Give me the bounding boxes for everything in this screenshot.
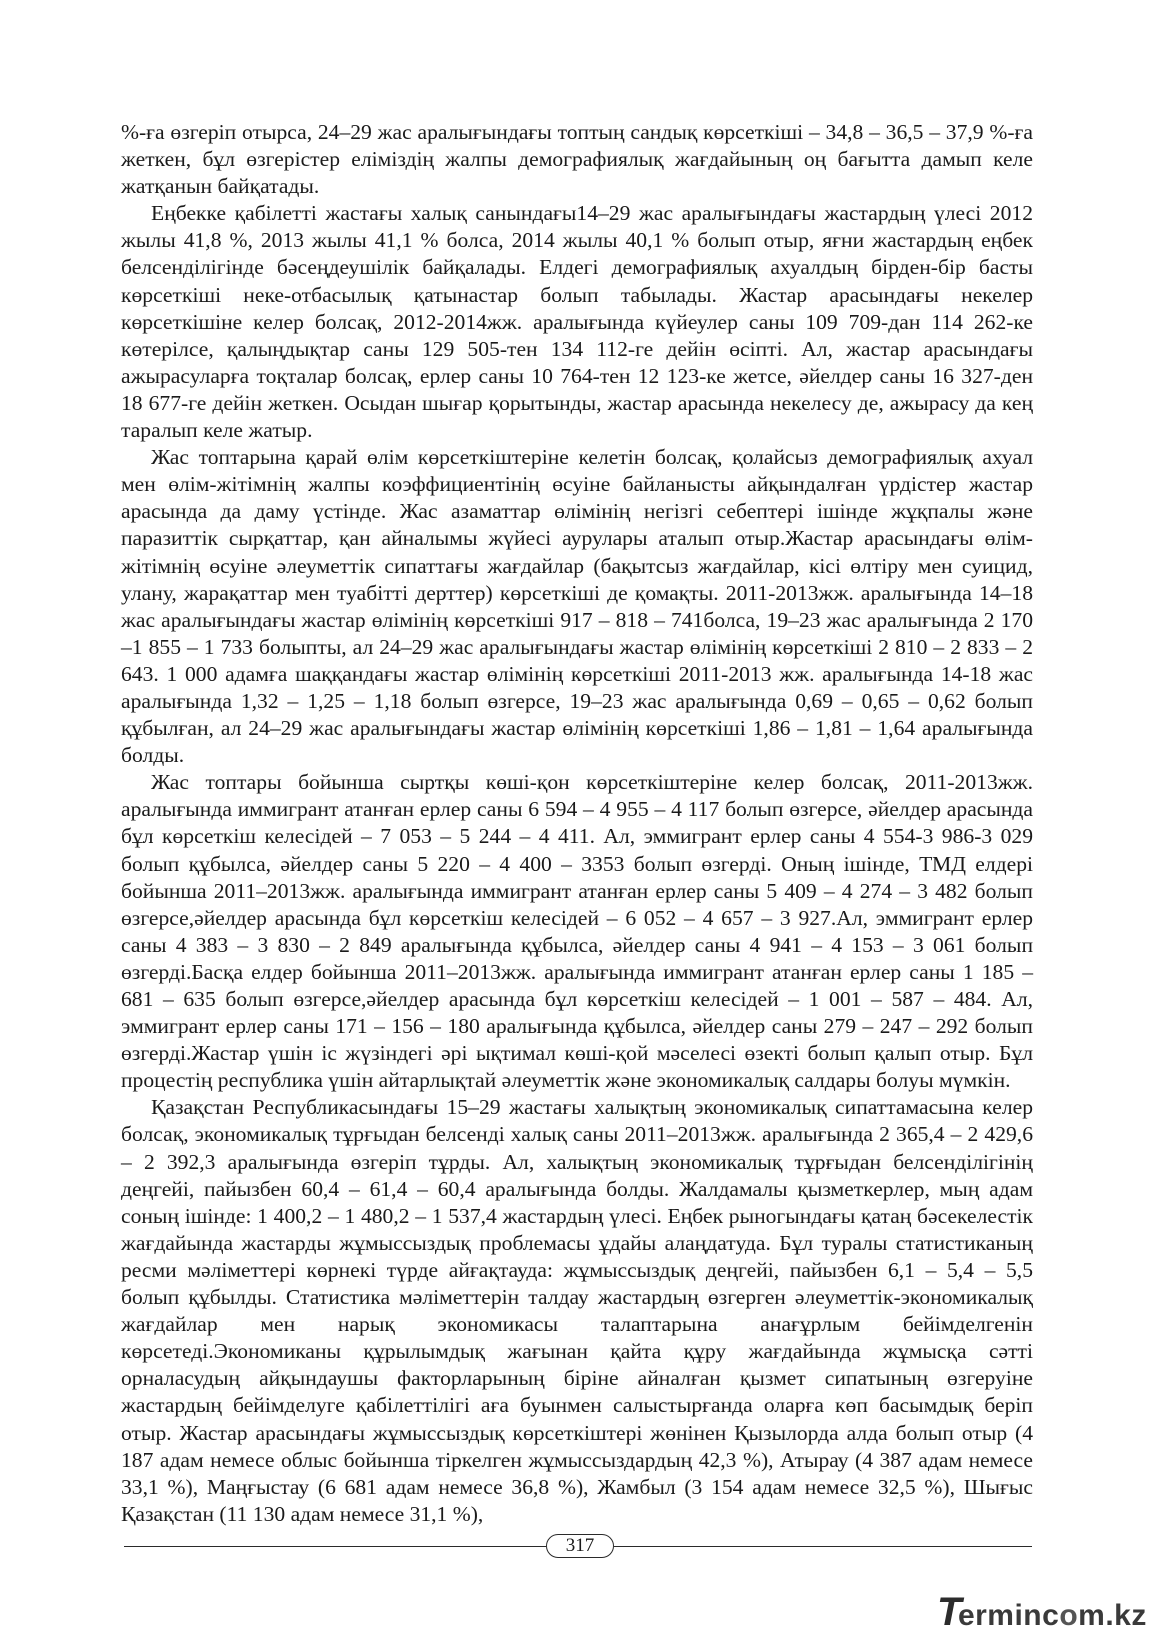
watermark-text-end: m.kz [1078,1599,1147,1632]
paragraph-4: Жас топтары бойынша сыртқы көші-қон көрсеткіштеріне келер болсақ, 2011-2013жж. аралығында иммигрант атанған ерлер саны 6 594 – 4 955 – 4 117 болып өзгерсе, әйелдер арасында бұл көрсеткіш келесідей – 7 053 – 5 244 – 4 411. Ал, эммигрант ерлер саны 4 554-3 986-3 029 болып құбылса, әйелдер саны 5 220 – 4 400 – 3353 болып өзгерді. Оның ішінде, ТМД елдері бойынша 2011–2013жж. аралығында иммигрант атанған ерлер саны 5 409 – 4 274 – 3 482 болып өзгерсе,әйелдер арасында бұл көрсеткіш келесідей – 6 052 – 4 657 – 3 927.Ал, эммигрант ерлер саны 4 383 – 3 830 – 2 849 аралығында құбылса, әйелдер саны 4 941 – 4 153 – 3 061 болып өзгерді.Басқа елдер бойынша 2011–2013жж. аралығында иммигрант атанған ерлер саны 1 185 – 681 – 635 болып өзгерсе,әйелдер арасында бұл көрсеткіш келесідей – 1 001 – 587 – 484. Ал, эммигрант ерлер саны 171 – 156 – 180 аралығында құбылса, әйелдер саны 279 – 247 – 292 болып өзгерді.Жастар үшін іс жүзіндегі әрі ықтимал көші-қой мәселесі өзекті болып қалып отыр. Бұл процестің республика үшін айтарлықтай әлеуметтік және экономикалық салдары болуы мүмкін. [121,770,1033,1093]
watermark-t-letter: T [937,1590,962,1634]
watermark-logo [937,1590,1147,1634]
watermark-o-letter: o [1059,1599,1079,1632]
body-text [121,119,1033,1528]
paragraph-3: Жас топтарына қарай өлім көрсеткіштеріне келетін болсақ, қолайсыз демографиялық ахуал мен өлім-жітімнің жалпы коэффициентінің өсуіне байланысты айқындалған үрдістер жастар арасында да даму үстінде. Жас азаматтар өлімінің негізгі себептері ішінде жұқпалы және паразиттік сырқаттар, қан айналымы жүйесі аурулары аталып отыр.Жастар арасындағы өлім-жітімнің өсуіне әлеуметтік сипаттағы жағдайлар (бақытсыз жағдайлар, кісі өлтіру мен суицид, улану, жарақаттар мен туабітті дерттер) көрсеткіші де қомақты. 2011-2013жж. аралығында 14–18 жас аралығындағы жастар өлімінің көрсеткіші 917 – 818 – 741болса, 19–23 жас аралығында 2 170 –1 855 – 1 733 болыпты, ал 24–29 жас аралығындағы жастар өлімінің көрсеткіші 2 810 – 2 833 – 2 643. 1 000 адамға шаққандағы жастар өлімінің көрсеткіші 2011-2013 жж. аралығында 14-18 жас аралығында 1,32 – 1,25 – 1,18 болып өзгерсе, 19–23 жас аралығында 0,69 – 0,65 – 0,62 болып құбылған, ал 24–29 жас аралығындағы жастар өлімінің көрсеткіші 1,86 – 1,81 – 1,64 аралығында болды. [121,445,1033,768]
footer-rule-right [614,1546,1032,1547]
paragraph-5: Қазақстан Республикасындағы 15–29 жастағы халықтың экономикалық сипаттамасына келер болсақ, экономикалық тұрғыдан белсенді халық саны 2011–2013жж. аралығында 2 365,4 – 2 429,6 – 2 392,3 аралығында өзгеріп тұрды. Ал, халықтың экономикалық тұрғыдан белсенділігінің деңгейі, пайызбен 60,4 – 61,4 – 60,4 аралығында болды. Жалдамалы қызметкерлер, мың адам соның ішінде: 1 400,2 – 1 480,2 – 1 537,4 жастардың үлесі. Еңбек рыногындағы қатаң бәсекелестік жағдайында жастарды жұмыссыздық проблемасы ұдайы алаңдатуда. Бұл туралы статистиканың ресми мәліметтері көрнекі түрде айғақтауда: жұмыссыздық деңгейі, пайызбен 6,1 – 5,4 – 5,5 болып құбылды. Статистика мәліметтерін талдау жастардың өзгерген әлеуметтік-экономикалық жағдайлар мен нарық экономикасы талаптарына анағұрлым бейімделгенін көрсетеді.Экономиканы құрылымдық жағынан қайта құру жағдайында жұмысқа сәтті орналасудың айқындаушы факторларының біріне айналған қызмет сипатының өзгеруіне жастардың бейімделуге қабілеттілігі аға буынмен салыстырғанда оларға көп басымдық беріп отыр. Жастар арасындағы жұмыссыздық көрсеткіштері жөнінен Қызылорда алда болып отыр (4 187 адам немесе облыс бойынша тіркелген жұмыссыздардың 42,3 %), Атырау (4 387 адам немесе 33,1 %), Маңғыстау (6 681 адам немесе 36,8 %), Жамбыл (3 154 адам немесе 32,5 %), Шығыс Қазақстан (11 130 адам немесе 31,1 %), [121,1095,1033,1526]
watermark-text-start: erminc [957,1599,1060,1632]
footer-rule-left [124,1546,546,1547]
paragraph-2: Еңбекке қабілетті жастағы халық санындағы14–29 жас аралығындағы жастардың үлесі 2012 жылы 41,8 %, 2013 жылы 41,1 % болса, 2014 жылы 40,1 % болып отыр, яғни жастардың еңбек белсенділігінде бәсеңдеушілік байқалады. Елдегі демографиялық ахуалдың бірден-бір басты көрсеткіші неке-отбасылық қатынастар болып табылады. Жастар арасындағы некелер көрсеткішіне келер болсақ, 2012-2014жж. аралығында күйеулер саны 109 709-дан 114 262-ке көтерілсе, қалыңдықтар саны 129 505-тен 134 112-ге дейін өсіпті. Ал, жастар арасындағы ажырасуларға тоқталар болсақ, ерлер саны 10 764-тен 12 123-ке жетсе, әйелдер саны 16 327-ден 18 677-ге дейін жеткен. Осыдан шығар қорытынды, жастар арасында некелесу де, ажырасу да кең таралып келе жатыр. [121,201,1033,443]
paragraph-1: %-ға өзгеріп отырса, 24–29 жас аралығындағы топтың сандық көрсеткіші – 34,8 – 36,5 – 37,9 %-ға жеткен, бұл өзгерістер еліміздің жалпы демографиялық жағдайының оң бағытта дамып келе жатқанын байқатады. [121,120,1033,199]
page-number: 317 [546,1534,614,1558]
